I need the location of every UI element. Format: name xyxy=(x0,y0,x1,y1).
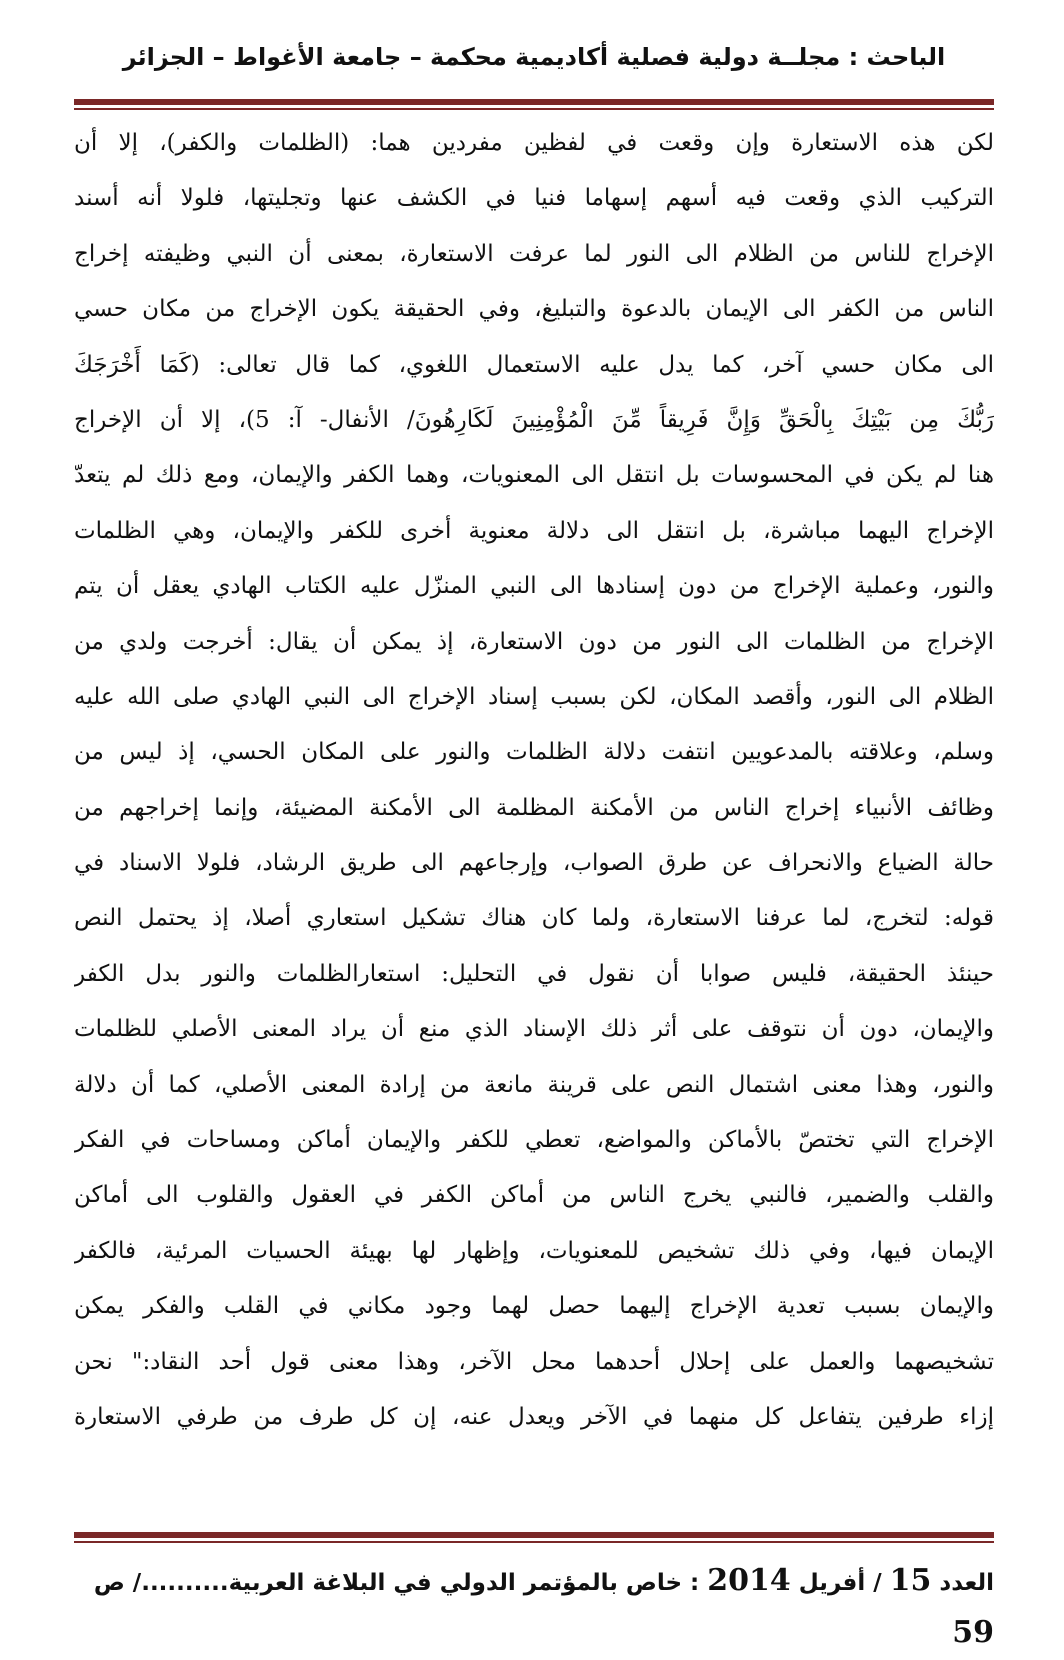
issue-month: أفريل xyxy=(798,1570,866,1596)
header-rule-thick xyxy=(74,99,994,105)
body-line: الظلام الى النور، وأقصد المكان، لكن بسبب إسناد الإخراج الى النبي الهادي صلى الله عليه xyxy=(74,683,994,710)
body-line: الإخراج التي تختصّ بالأماكن والمواضع، تعطي للكفر والإيمان أماكن ومساحات في الفكر xyxy=(74,1127,994,1154)
body-line: رَبُّكَ مِن بَيْتِكَ بِالْحَقِّ وَإِنَّ فَرِيقاً مِّنَ الْمُؤْمِنِينَ لَكَارِهُونَ/ الأنفال- آ: 5)، إلا أن الإخراج xyxy=(74,406,994,433)
body-line: حالة الضياع والانحراف عن طرق الصواب، وإرجاعهم الى طريق الرشاد، فلولا الاسناد في xyxy=(74,850,994,877)
footer-rule-thin xyxy=(74,1541,994,1543)
body-line: والنور، وهذا معنى اشتمال النص على قرينة مانعة من إرادة المعنى الأصلي، كما أن دلالة xyxy=(74,1071,994,1098)
body-line: هنا لم يكن في المحسوسات بل انتقل الى المعنويات، وهما الكفر والإيمان، ومع ذلك لم يتعدّ xyxy=(74,462,994,489)
body-line: الإخراج من الظلمات الى النور من دون الاستعارة، إذ يمكن أن يقال: أخرجت ولدي من xyxy=(74,628,994,655)
issue-separator: / xyxy=(873,1570,882,1596)
footer-rule-thick xyxy=(74,1532,994,1538)
body-line: التركيب الذي وقعت فيه أسهم إسهاما فنيا في الكشف عنها وتجليتها، فلولا أنه أسند xyxy=(74,185,994,212)
body-line: الناس من الكفر الى الإيمان بالدعوة والتبليغ، وفي الحقيقة يكون الإخراج من مكان حسي xyxy=(74,296,994,323)
page-number: 59 xyxy=(952,1615,994,1650)
issue-year: 2014 xyxy=(707,1563,791,1598)
journal-header: الباحث : مجلــة دولية فصلية أكاديمية محكمة – جامعة الأغواط – الجزائر xyxy=(122,43,946,71)
body-line: الإخراج للناس من الظلام الى النور لما عرفت الاستعارة، بمعنى أن النبي وظيفته إخراج xyxy=(74,240,994,267)
body-line: قوله: لتخرج، لما عرفنا الاستعارة، ولما كان هناك تشكيل استعاري أصلا، إذ يحتمل النص xyxy=(74,905,994,932)
issue-number: 15 xyxy=(889,1563,932,1598)
article-body xyxy=(74,116,994,1445)
body-line: وسلم، وعلاقته بالمدعويين انتفت دلالة الظلمات والنور على المكان الحسي، إذ ليس من xyxy=(74,739,994,766)
body-line: حينئذ الحقيقة، فليس صوابا أن نقول في التحليل: استعارالظلمات والنور بدل الكفر xyxy=(74,960,994,987)
body-line: تشخيصهما والعمل على إحلال أحدهما محل الآخر، وهذا معنى قول أحد النقاد:" نحن xyxy=(74,1348,994,1375)
journal-footer xyxy=(74,1556,994,1660)
body-line: والإيمان بسبب تعدية الإخراج إليهما حصل لهما وجود مكاني في القلب والفكر يمكن xyxy=(74,1293,994,1320)
body-line: والقلب والضمير، فالنبي يخرج الناس من أماكن الكفر في العقول والقلوب الى أماكن xyxy=(74,1182,994,1209)
body-line: والإيمان، دون أن نتوقف على أثر ذلك الإسناد الذي منع أن يراد المعنى الأصلي للظلمات xyxy=(74,1016,994,1043)
body-line: لكن هذه الاستعارة وإن وقعت في لفظين مفردين هما: (الظلمات والكفر)، إلا أن xyxy=(74,130,994,156)
body-line: الإيمان فيها، وفي ذلك تشخيص للمعنويات، وإظهار لها بهيئة الحسيات المرئية، فالكفر xyxy=(74,1237,994,1264)
body-line: والنور، وعملية الإخراج من دون إسنادها الى النبي المنزّل عليه الكتاب الهادي يعقل أن يتم xyxy=(74,573,994,600)
issue-description: : خاص بالمؤتمر الدولي في البلاغة العربية........../ ص xyxy=(93,1570,700,1596)
body-line: وظائف الأنبياء إخراج الناس من الأمكنة المظلمة الى الأمكنة المضيئة، وإنما إخراجهم من xyxy=(74,794,994,821)
body-line: الى مكان حسي آخر، كما يدل عليه الاستعمال اللغوي، كما قال تعالى: (كَمَا أَخْرَجَكَ xyxy=(74,351,994,378)
issue-label: العدد xyxy=(939,1570,994,1596)
header-rule-thin xyxy=(74,108,994,110)
body-line: الإخراج اليهما مباشرة، بل انتقل الى دلالة معنوية أخرى للكفر والإيمان، وهي الظلمات xyxy=(74,517,994,544)
body-line: إزاء طرفين يتفاعل كل منهما في الآخر ويعدل عنه، إن كل طرف من طرفي الاستعارة xyxy=(74,1403,994,1430)
